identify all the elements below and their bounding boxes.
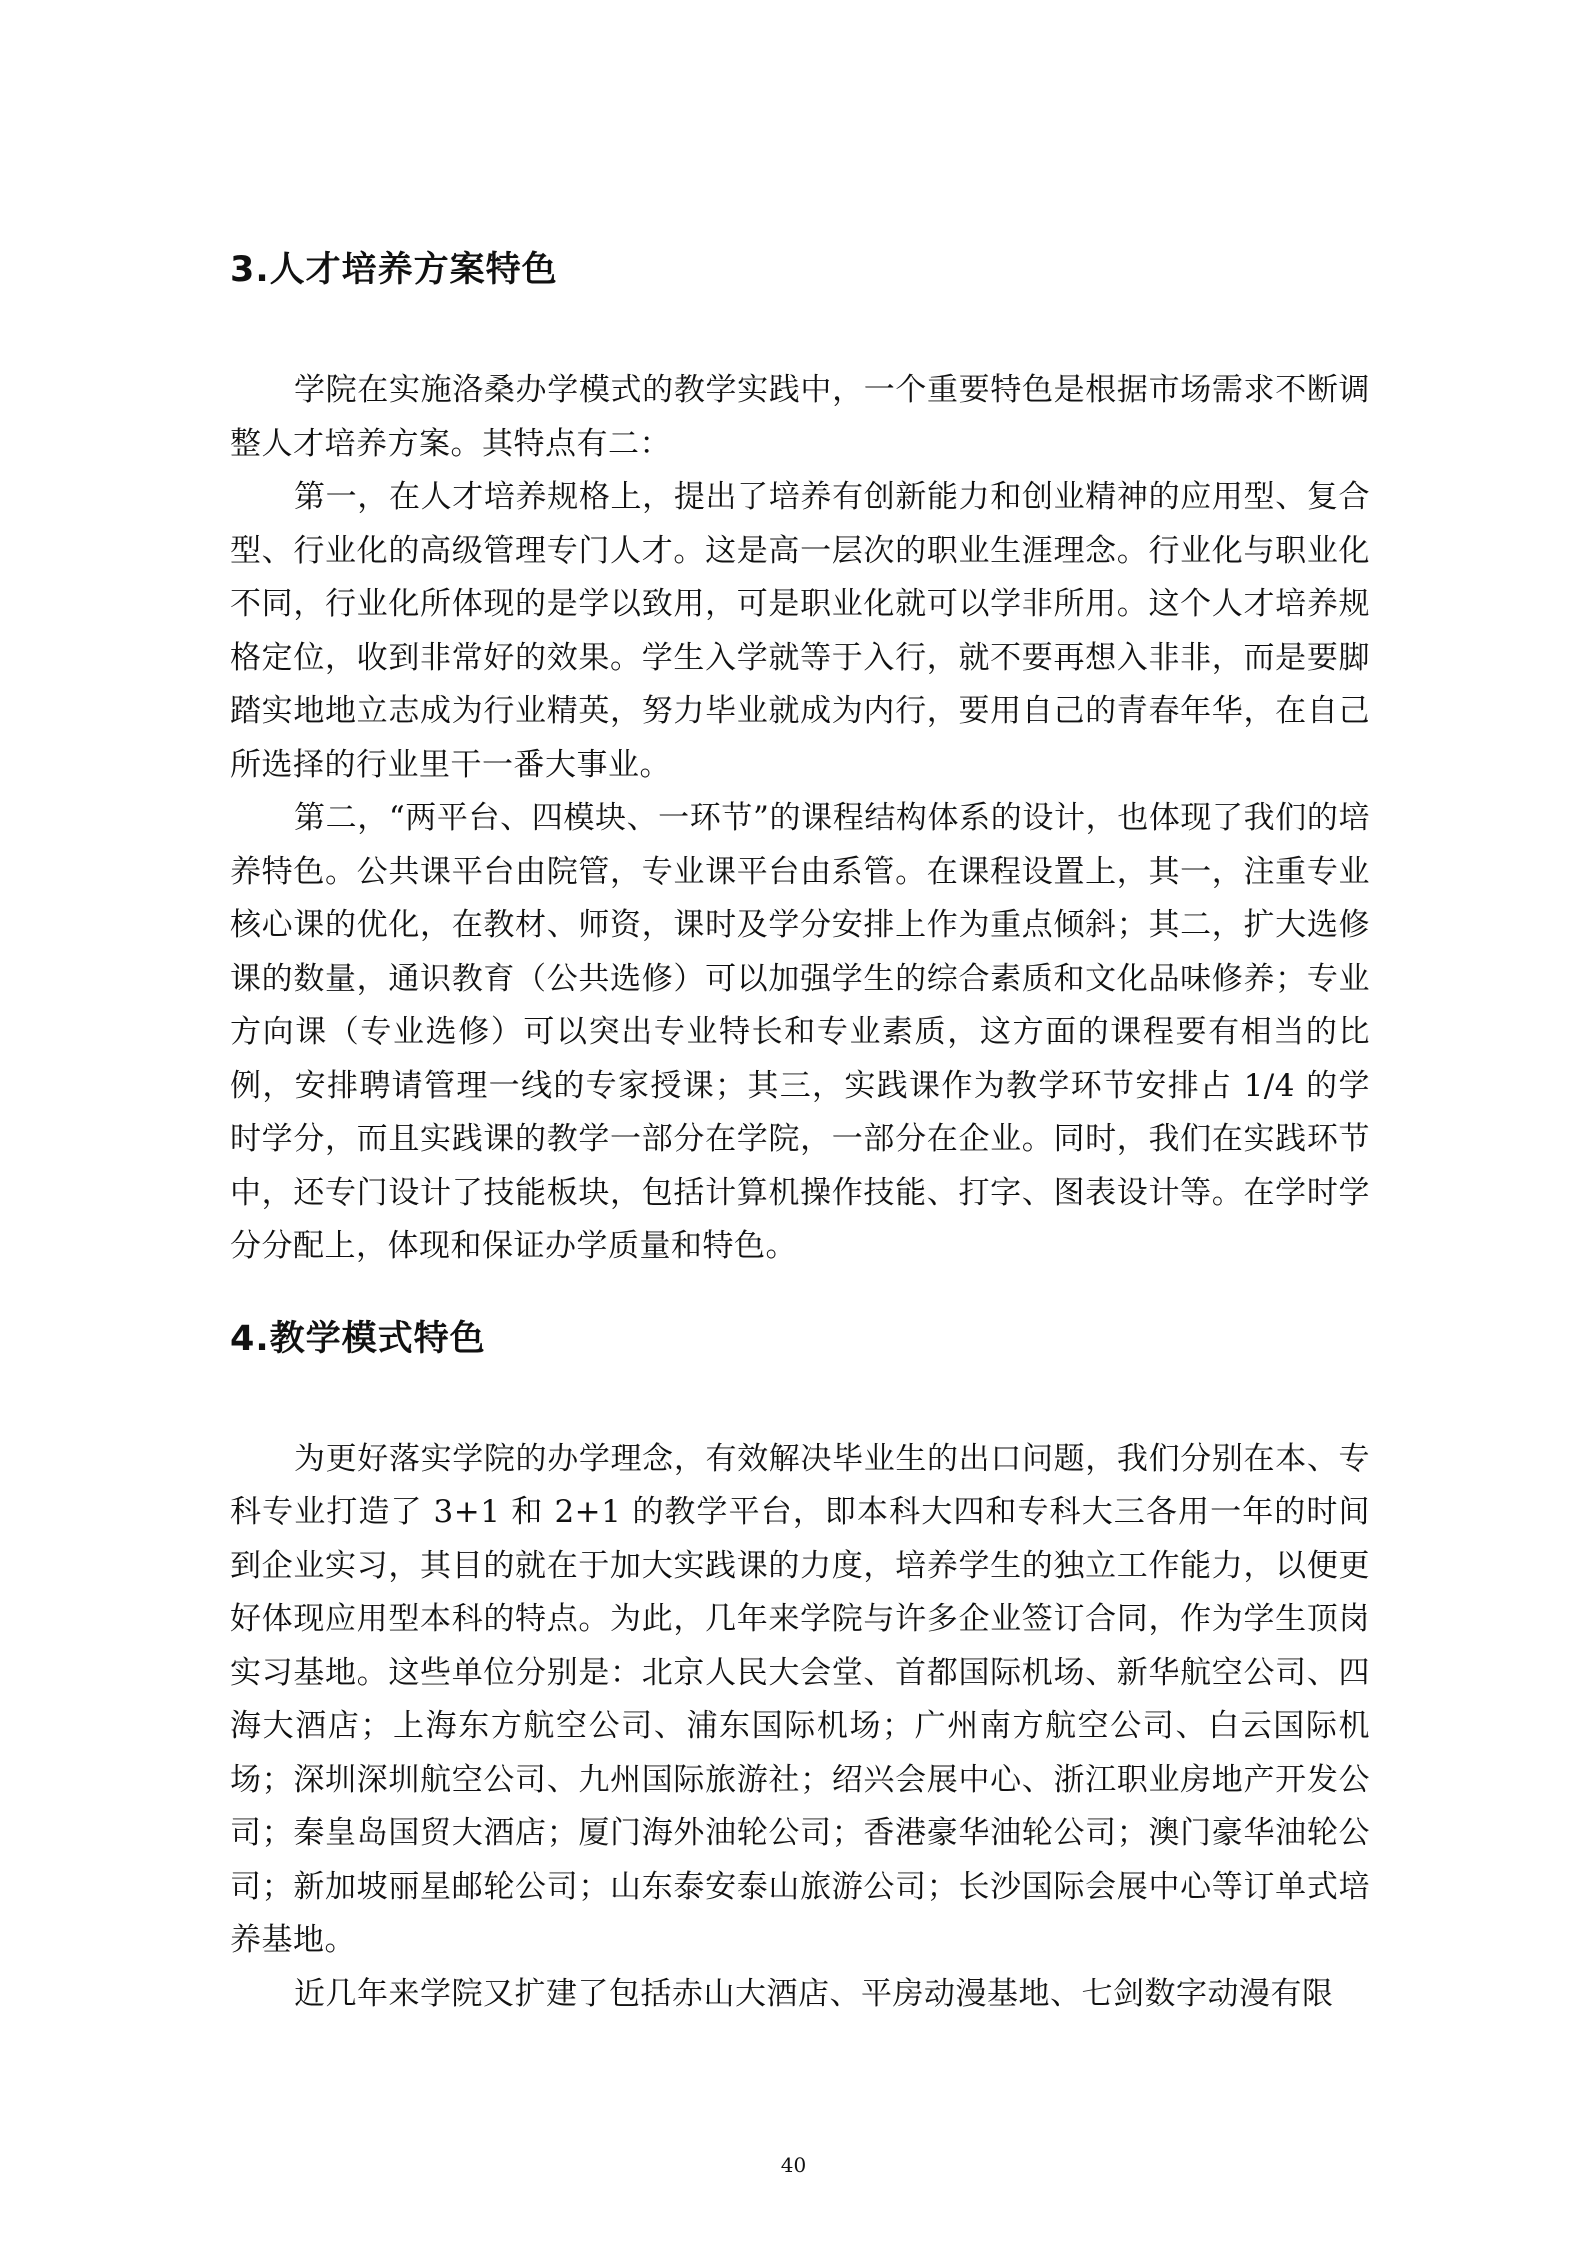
section-3-paragraph-2: 第一，在人才培养规格上，提出了培养有创新能力和创业精神的应用型、复合型、行业化的高级管理专门人才。这是高一层次的职业生涯理念。行业化与职业化不同，行业化所体现的是学以致用，可是职业化就可以学非所用。这个人才培养规格定位，收到非常好的效果。学生入学就等于入行，就不要再想入非非，而是要脚踏实地地立志成为行业精英，努力毕业就成为内行，要用自己的青春年华，在自己所选择的行业里干一番大事业。 (230, 479, 1370, 783)
section-4-paragraph-2: 近几年来学院又扩建了包括赤山大酒店、平房动漫基地、七剑数字动漫有限 (294, 1975, 1334, 2012)
page-content (230, 240, 1370, 2021)
section-4-paragraph-1: 为更好落实学院的办学理念，有效解决毕业生的出口问题，我们分别在本、专科专业打造了 3+1 和 2+1 的教学平台，即本科大四和专科大三各用一年的时间到企业实习，其目的就在于加大实践课的力度，培养学生的独立工作能力，以便更好体现应用型本科的特点。为此，几年来学院与许多企业签订合同，作为学生顶岗实习基地。这些单位分别是：北京人民大会堂、首都国际机场、新华航空公司、四海大酒店；上海东方航空公司、浦东国际机场；广州南方航空公司、白云国际机场；深圳深圳航空公司、九州国际旅游社；绍兴会展中心、浙江职业房地产开发公司；秦皇岛国贸大酒店；厦门海外油轮公司；香港豪华油轮公司；澳门豪华油轮公司；新加坡丽星邮轮公司；山东泰安泰山旅游公司；长沙国际会展中心等订单式培养基地。 (230, 1440, 1370, 1958)
section-3-heading: 3.人才培养方案特色 (230, 250, 558, 290)
section-3-paragraph-1: 学院在实施洛桑办学模式的教学实践中，一个重要特色是根据市场需求不断调整人才培养方案。其特点有二： (230, 372, 1370, 462)
section-3-paragraph-3: 第二，“两平台、四模块、一环节”的课程结构体系的设计，也体现了我们的培养特色。公共课平台由院管，专业课平台由系管。在课程设置上，其一，注重专业核心课的优化，在教材、师资，课时及学分安排上作为重点倾斜；其二，扩大选修课的数量，通识教育（公共选修）可以加强学生的综合素质和文化品味修养；专业方向课（专业选修）可以突出专业特长和专业素质，这方面的课程要有相当的比例，安排聘请管理一线的专家授课；其三，实践课作为教学环节安排占 1/4 的学时学分，而且实践课的教学一部分在学院，一部分在企业。同时，我们在实践环节中，还专门设计了技能板块，包括计算机操作技能、打字、图表设计等。在学时学分分配上，体现和保证办学质量和特色。 (230, 800, 1370, 1264)
page-number: 40 (780, 2153, 807, 2177)
section-4-heading: 4.教学模式特色 (230, 1318, 486, 1359)
